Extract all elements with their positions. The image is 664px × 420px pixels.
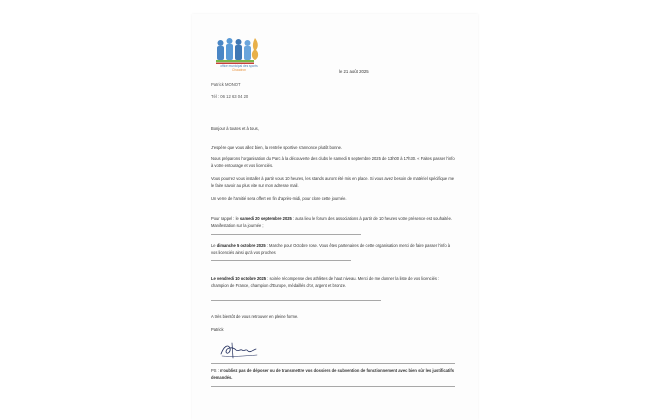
logo-head-3 bbox=[236, 39, 242, 45]
ps-text: n'oubliez pas de déposer ou de transmettre vos dossiers de subvention de fonctionnement avec bien sûr les justificatifs demandés. bbox=[211, 368, 455, 380]
separator-line bbox=[211, 260, 351, 261]
handwritten-signature bbox=[218, 340, 260, 360]
postscript bbox=[211, 368, 455, 381]
sender-name: Patrick MONOT bbox=[211, 82, 241, 87]
ps-label: PS : bbox=[211, 368, 220, 373]
sender-block bbox=[211, 82, 248, 100]
paragraph-parc: Nous préparons l'organisation du Parc à la découverte des clubs le samedi 6 septembre 2025 de 13h00 à 17h30. « Faites passer l'info à votre entourage et vos licenciés. bbox=[211, 156, 455, 168]
paragraph-recall bbox=[211, 216, 455, 229]
oct5-text: : Marche pour Octobre rose. Vous êtes partenaires de cette organisation merci de faire passer l'info à vos licenciés ainsi qu'à vos proches bbox=[211, 243, 451, 255]
paragraph-intro: J'espère que vous allez bien, la rentrée sportive s'annonce plutôt bonne. bbox=[211, 145, 343, 150]
paragraph-amitie: Un verre de l'amitié sera offert en fin d'après-midi, pour clore cette journée. bbox=[211, 196, 347, 201]
greeting: Bonjour à toutes et à tous, bbox=[211, 126, 259, 131]
recall-text: : aura lieu le forum des associations à partir de 10 heures votre présence est souhaitée. Manifestation sur la journée ; bbox=[211, 216, 452, 228]
logo-head-4 bbox=[245, 40, 251, 46]
separator-line bbox=[211, 300, 381, 301]
logo-head-1 bbox=[218, 40, 224, 46]
logo-caption-line1: office municipal des sports bbox=[220, 64, 258, 68]
ps-separator bbox=[211, 363, 455, 364]
separator-line bbox=[211, 234, 361, 235]
ps-bottom-line bbox=[211, 386, 455, 387]
oct10-date: Le vendredi 10 octobre 2025 bbox=[211, 276, 267, 281]
oct10-text: : soirée récompense des athlètes de haut niveau. Merci de me donner la liste de vos licenciés : champion de France, champion d'Europe, médaillés d'or, argent et bronze. bbox=[211, 276, 440, 288]
paragraph-install: Vous pourrez vous installer à partir vous 10 heures, les stands auront été mis en place. Si vous avez besoin de matériel spécifique me le faire savoir au plus vite sur mon adresse mail. bbox=[211, 176, 455, 188]
oct5-date: dimanche 5 octobre 2025 bbox=[216, 243, 266, 248]
logo-figure-3 bbox=[235, 45, 242, 60]
closing-line: A très bientôt de vous retrouver en pleine forme. bbox=[211, 314, 299, 319]
signer-name: Patrick bbox=[211, 327, 224, 332]
paragraph-oct5 bbox=[211, 243, 455, 256]
logo-figure-2 bbox=[226, 44, 233, 60]
recall-prefix: Pour rappel : le bbox=[211, 216, 240, 221]
logo-caption bbox=[208, 64, 270, 72]
logo-head-2 bbox=[227, 38, 233, 44]
logo-caption-line2: Chaudron bbox=[232, 68, 246, 72]
recall-date: samedi 20 septembre 2025 bbox=[239, 216, 292, 221]
letter-page bbox=[192, 14, 478, 420]
letter-date: le 21 août 2025 bbox=[339, 69, 369, 74]
paragraph-oct10 bbox=[211, 276, 455, 289]
sender-phone: Tél : 06 12 63 04 20 bbox=[211, 94, 249, 99]
logo-figure-1 bbox=[217, 46, 224, 60]
oct5-prefix: Le bbox=[211, 243, 217, 248]
logo-figure-4 bbox=[244, 46, 251, 60]
logo-flame bbox=[252, 38, 258, 60]
logo-base-green bbox=[216, 60, 254, 62]
